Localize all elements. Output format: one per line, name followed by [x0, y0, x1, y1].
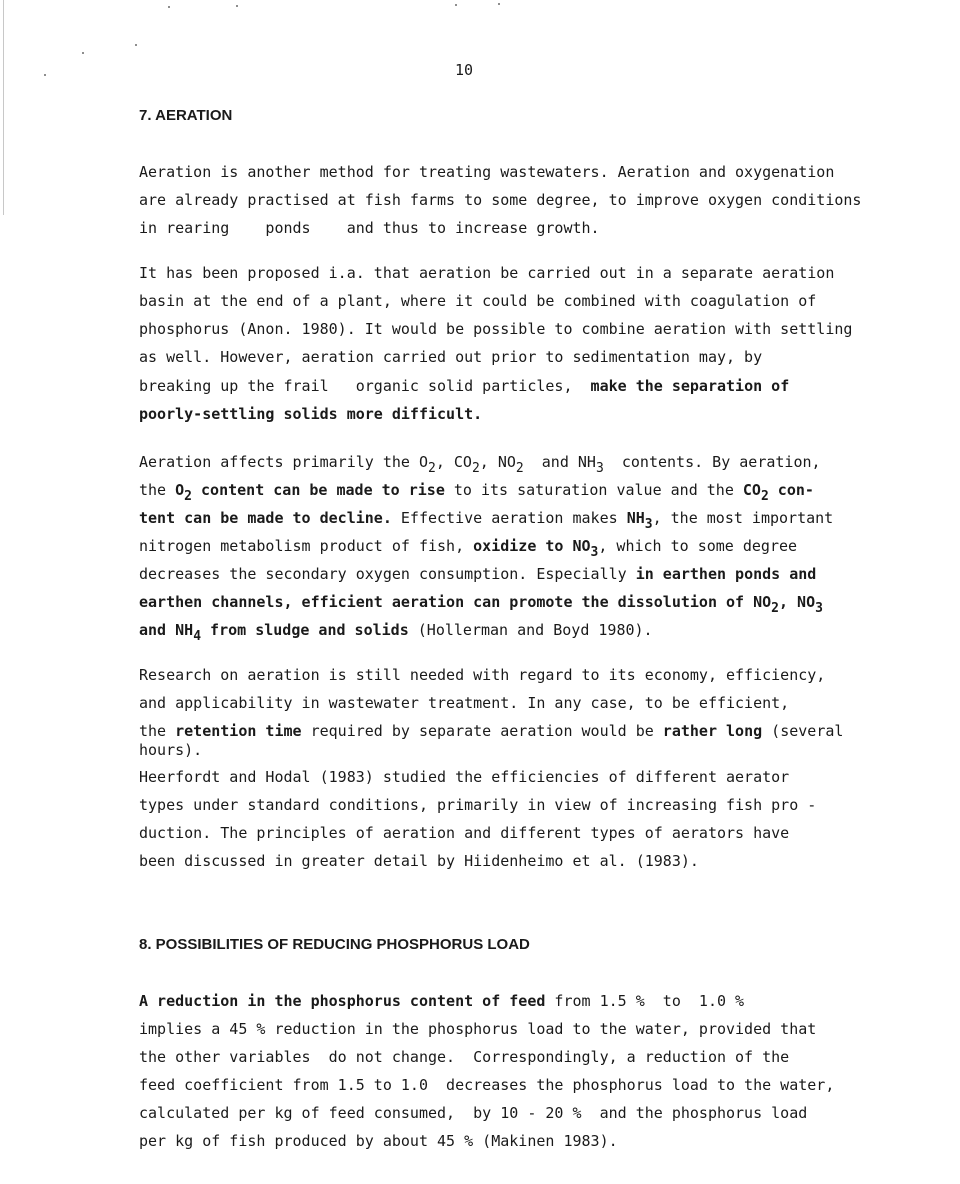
emphasis-text: earthen channels, efficient aeration can promote the dissolution of NO — [139, 593, 772, 611]
paragraph-line — [139, 992, 744, 1010]
text-run: required by separate aeration would be — [301, 722, 663, 740]
text-run: the — [139, 481, 176, 499]
emphasis-text: oxidize to NO — [473, 537, 591, 555]
text-run: Aeration affects primarily the O — [139, 453, 428, 471]
emphasis-text: con- — [768, 481, 814, 499]
paragraph-line: as well. However, aeration carried out prior to sedimentation may, by — [139, 348, 763, 366]
paragraph-line: in rearing ponds and thus to increase growth. — [139, 219, 600, 237]
paragraph-line: types under standard conditions, primarily in view of increasing fish pro - — [139, 796, 817, 814]
emphasis-text: tent can be made to decline. — [139, 509, 392, 527]
subscript: 2 — [427, 461, 436, 476]
subscript: 3 — [815, 601, 823, 616]
scan-speck — [44, 74, 46, 76]
subscript: 3 — [590, 545, 599, 560]
paragraph-line: duction. The principles of aeration and different types of aerators have — [139, 824, 790, 842]
paragraph-line — [139, 453, 821, 476]
paragraph-line: feed coefficient from 1.5 to 1.0 decreases the phosphorus load to the water, — [139, 1076, 835, 1094]
paragraph-line: been discussed in greater detail by Hiidenheimo et al. (1983). — [139, 852, 699, 870]
emphasis-text: A reduction in the phosphorus content of feed — [139, 992, 546, 1010]
paragraph-line — [139, 377, 789, 395]
emphasis-text: in earthen ponds and — [635, 565, 817, 583]
scan-speck — [498, 3, 500, 5]
paragraph-line — [139, 509, 834, 532]
subscript: 2 — [515, 461, 524, 476]
emphasis-text: retention time — [175, 722, 302, 740]
scan-speck — [168, 6, 170, 8]
text-run: nitrogen metabolism product of fish, — [139, 537, 474, 555]
text-run: breaking up the frail organic solid particles, — [139, 377, 591, 395]
paragraph-line — [139, 481, 814, 504]
paragraph-line: Aeration is another method for treating wastewaters. Aeration and oxygenation — [139, 163, 835, 181]
paragraph-line: hours). — [139, 741, 203, 759]
text-run: , NO — [479, 453, 516, 471]
paragraph-line: and applicability in wastewater treatment. In any case, to be efficient, — [139, 694, 790, 712]
scan-speck — [135, 44, 137, 46]
paragraph-line: per kg of fish produced by about 45 % (Makinen 1983). — [139, 1132, 618, 1150]
paragraph-line: the other variables do not change. Correspondingly, a reduction of the — [139, 1048, 790, 1066]
emphasis-text: and NH — [139, 621, 194, 639]
scan-speck — [82, 52, 84, 54]
emphasis-text: CO — [742, 481, 761, 499]
paragraph-line: Heerfordt and Hodal (1983) studied the efficiencies of different aerator — [139, 768, 790, 786]
text-run: from 1.5 % to 1.0 % — [545, 992, 745, 1010]
emphasis-text: make the separation of — [590, 377, 790, 395]
emphasis-text: from sludge and solids — [201, 621, 409, 639]
paragraph-line: basin at the end of a plant, where it could be combined with coagulation of — [139, 292, 817, 310]
paragraph-line: calculated per kg of feed consumed, by 10 - 20 % and the phosphorus load — [139, 1104, 808, 1122]
emphasis-text: O — [175, 481, 185, 499]
text-run: and NH — [523, 453, 596, 471]
subscript: 3 — [595, 461, 604, 476]
emphasis-text: content can be made to rise — [191, 481, 445, 499]
emphasis-text: NH — [626, 509, 645, 527]
subscript: 3 — [644, 517, 653, 532]
paragraph-line: are already practised at fish farms to some degree, to improve oxygen conditions — [139, 191, 862, 209]
subscript: 2 — [471, 461, 480, 476]
text-run: , the most important — [652, 509, 834, 527]
subscript: 2 — [184, 489, 192, 504]
text-run: decreases the secondary oxygen consumption. Especially — [139, 565, 636, 583]
text-run: contents. By aeration, — [603, 453, 821, 471]
paragraph-line — [139, 722, 843, 740]
paragraph-line: It has been proposed i.a. that aeration be carried out in a separate aeration — [139, 264, 835, 282]
text-run: Effective aeration makes — [391, 509, 627, 527]
emphasis-text: rather long — [662, 722, 763, 740]
emphasis-line — [139, 593, 823, 616]
paragraph-line: implies a 45 % reduction in the phosphorus load to the water, provided that — [139, 1020, 817, 1038]
scan-margin-line — [3, 0, 4, 215]
emphasis-text: , NO — [778, 593, 816, 611]
text-run: , CO — [435, 453, 472, 471]
subscript: 4 — [193, 629, 202, 644]
paragraph-line — [139, 537, 798, 560]
paragraph-line — [139, 621, 653, 644]
section-heading-phosphorus: 8. POSSIBILITIES OF REDUCING PHOSPHORUS LOAD — [139, 936, 530, 953]
subscript: 2 — [771, 601, 779, 616]
section-heading-aeration: 7. AERATION — [139, 107, 233, 124]
scan-speck — [236, 5, 238, 7]
paragraph-line: phosphorus (Anon. 1980). It would be possible to combine aeration with settling — [139, 320, 853, 338]
text-run: the — [139, 722, 176, 740]
text-run: (Hollerman and Boyd 1980). — [408, 621, 653, 639]
text-run: to its saturation value and the — [444, 481, 743, 499]
emphasis-line: poorly-settling solids more difficult. — [139, 405, 483, 423]
subscript: 2 — [760, 489, 769, 504]
paragraph-line: Research on aeration is still needed with regard to its economy, efficiency, — [139, 666, 826, 684]
text-run: , which to some degree — [598, 537, 798, 555]
scan-speck — [455, 4, 457, 6]
page-number: 10 — [455, 61, 474, 79]
text-run: (several — [762, 722, 844, 740]
paragraph-line — [139, 565, 816, 583]
